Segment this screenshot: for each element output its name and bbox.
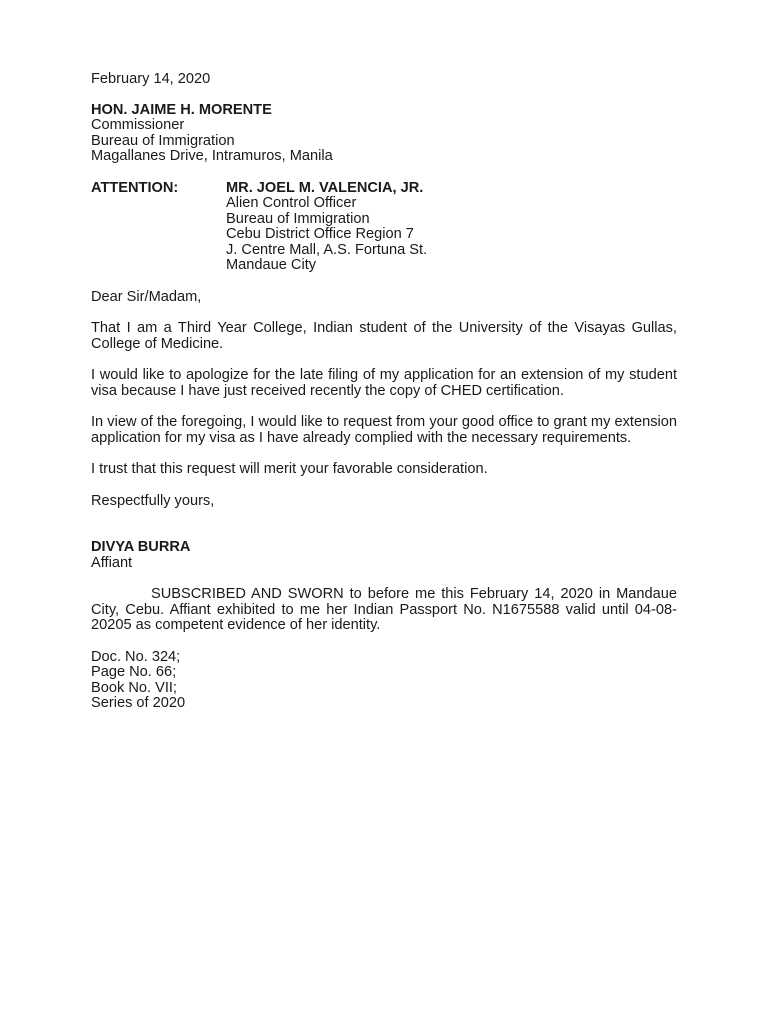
jurat-paragraph: SUBSCRIBED AND SWORN to before me this February 14, 2020 in Mandaue City, Cebu. Affiant exhibited to me her Indian Passport No. N1675588 valid until 04-08-20205 as competent evidence of her identity. (91, 586, 677, 633)
attention-label: ATTENTION: (91, 179, 179, 196)
attention-block (91, 181, 677, 274)
addressee-block (91, 103, 677, 165)
addressee-title: Commissioner (91, 117, 185, 133)
attention-line: Bureau of Immigration (226, 210, 370, 227)
attention-line: Alien Control Officer (226, 195, 357, 211)
doc-number: Doc. No. 324; (91, 648, 181, 665)
attention-line: Mandaue City (226, 257, 317, 273)
salutation: Dear Sir/Madam, (91, 288, 202, 305)
attention-line: Cebu District Office Region 7 (226, 226, 414, 242)
page-number: Page No. 66; (91, 664, 177, 680)
series: Series of 2020 (91, 695, 186, 711)
closing: Respectfully yours, (91, 492, 215, 509)
signatory-name: DIVYA BURRA (91, 539, 191, 555)
addressee-address: Magallanes Drive, Intramuros, Manila (91, 148, 333, 164)
body-paragraph: I would like to apologize for the late filing of my application for an extension of my student visa because I have just received recently the copy of CHED certification. (91, 367, 677, 399)
signatory-role: Affiant (91, 554, 133, 571)
body-paragraph: In view of the foregoing, I would like to request from your good office to grant my extension application for my visa as I have already complied with the necessary requirements. (91, 414, 677, 446)
letter-date: February 14, 2020 (91, 71, 211, 87)
attention-line: J. Centre Mall, A.S. Fortuna St. (226, 241, 428, 258)
body-paragraph: That I am a Third Year College, Indian student of the University of the Visayas Gullas, College of Medicine. (91, 320, 677, 352)
attention-name: MR. JOEL M. VALENCIA, JR. (226, 179, 424, 196)
body-paragraph: I trust that this request will merit your favorable consideration. (91, 461, 488, 477)
addressee-office: Bureau of Immigration (91, 132, 235, 149)
signature-block (91, 540, 677, 571)
notarial-details (91, 650, 677, 712)
letter-document (91, 72, 677, 712)
book-number: Book No. VII; (91, 679, 177, 696)
addressee-name: HON. JAIME H. MORENTE (91, 101, 272, 118)
